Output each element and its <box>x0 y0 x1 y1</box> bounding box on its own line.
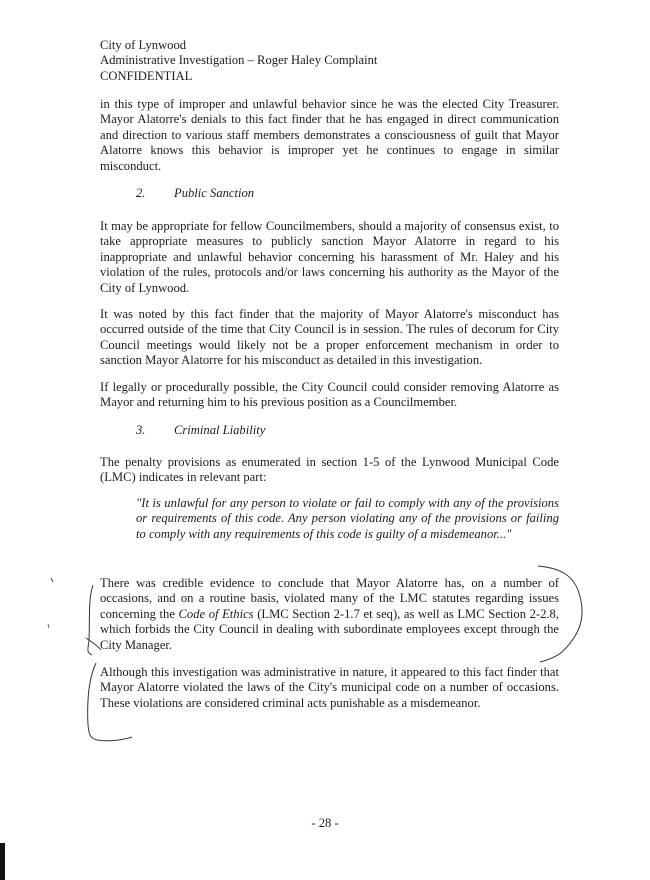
section-heading-criminal-liability <box>136 423 265 438</box>
paragraph-misconduct-timing: It was noted by this fact finder that the majority of Mayor Alatorre's misconduct has occurred outside of the time that City Council is in session. The rules of decorum for City Council meetings would likely not be a proper enforcement mechanism in order to sanction Mayor Alatorre for his misconduct as detailed in this investigation. <box>100 307 559 368</box>
code-of-ethics-reference: Code of Ethics <box>178 606 254 621</box>
section-title: Public Sanction <box>174 186 255 200</box>
scan-edge-mark <box>0 843 5 880</box>
header-confidential: CONFIDENTIAL <box>100 68 193 83</box>
code-quotation: "It is unlawful for any person to violate or fail to comply with any of the provisions or requirements of this code. Any person violating any of the provisions or failing to comply with any requirements of this code is guilty of a misdemeanor..." <box>136 496 559 541</box>
section-number: 2. <box>136 186 146 200</box>
paragraph-credible-evidence: There was credible evidence to conclude that Mayor Alatorre has, on a number of occasions, and on a routine basis, violated many of the LMC statutes regarding issues concerning the Code of Ethics (LMC Section 2-1.7 et seq), as well as LMC Section 2-2.8, which forbids the City Council in dealing with subordinate employees except through the City Manager. <box>100 576 559 652</box>
margin-dot-mark <box>51 578 53 582</box>
paragraph-conclusion: Although this investigation was administrative in nature, it appeared to this fact finder that Mayor Alatorre violated the laws of the City's municipal code on a number of occasions. These violations are considered criminal acts punishable as a misdemeanor. <box>100 665 559 710</box>
document-header <box>100 38 377 84</box>
section-heading-public-sanction <box>136 186 254 201</box>
paragraph-continuation: in this type of improper and unlawful behavior since he was the elected City Treasurer. Mayor Alatorre's denials to this fact finder that he has engaged in direct communication and direction to various staff members demonstrates a consciousness of guilt that Mayor Alatorre knows this behavior is improper yet he continues to engage in similar misconduct. <box>100 97 559 173</box>
header-investigation-title: Administrative Investigation – Roger Haley Complaint <box>100 53 378 68</box>
left-bracket-mark <box>88 585 93 655</box>
left-tick-mark <box>86 638 101 650</box>
margin-dot-mark <box>48 624 49 628</box>
section-number: 3. <box>136 423 146 437</box>
header-city: City of Lynwood <box>100 38 187 52</box>
paragraph-sanction: It may be appropriate for fellow Councilmembers, should a majority of consensus exist, to take appropriate measures to publicly sanction Mayor Alatorre in regard to his inappropriate and unlawful behavior concerning his harassment of Mr. Haley and his violation of the rules, protocols and/or laws concerning his authority as the Mayor of the City of Lynwood. <box>100 219 559 295</box>
page-number: - 28 - <box>311 816 339 830</box>
paragraph-removal: If legally or procedurally possible, the City Council could consider removing Alatorre as Mayor and returning him to his previous position as a Councilmember. <box>100 380 559 410</box>
section-title: Criminal Liability <box>174 423 266 437</box>
paragraph-penalty-provisions: The penalty provisions as enumerated in section 1-5 of the Lynwood Municipal Code (LMC) indicates in relevant part: <box>100 455 559 485</box>
